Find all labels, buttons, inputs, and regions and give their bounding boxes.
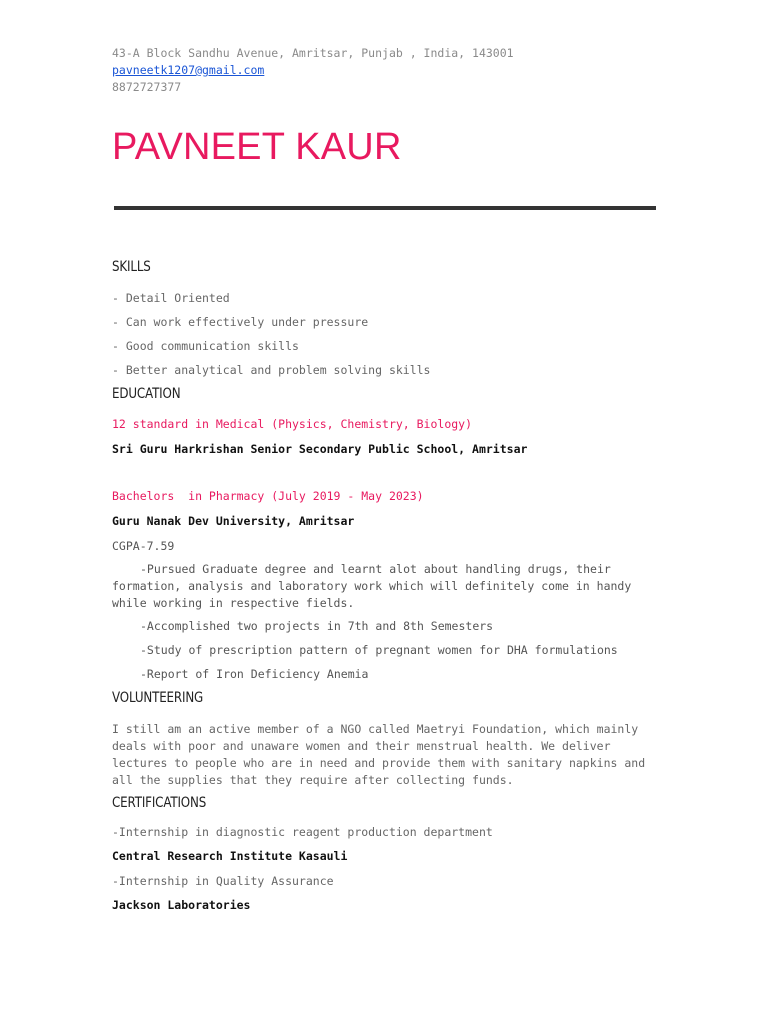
- education-degree: Bachelors in Pharmacy (July 2019 - May 2023): [112, 489, 424, 503]
- skill-item: - Can work effectively under pressure: [112, 315, 369, 329]
- certification-title: -Internship in Quality Assurance: [112, 874, 334, 888]
- contact-phone: 8872727377: [112, 80, 182, 94]
- volunteering-heading: VOLUNTEERING: [112, 690, 204, 706]
- skills-heading: SKILLS: [112, 259, 151, 275]
- candidate-name: PAVNEET KAUR: [112, 126, 402, 168]
- education-achievement: -Accomplished two projects in 7th and 8th Semesters: [140, 619, 494, 633]
- education-institution: Guru Nanak Dev University, Amritsar: [112, 514, 355, 528]
- volunteering-description: I still am an active member of a NGO called Maetryi Foundation, which mainly deals with poor and unaware women and their menstrual health. We deliver lectures to people who are in need and provide them with sanitary napkins and all the supplies that they require after collecting funds.: [112, 722, 646, 787]
- contact-email-link[interactable]: pavneetk1207@gmail.com: [112, 63, 265, 77]
- education-heading: EDUCATION: [112, 386, 181, 402]
- contact-address: 43-A Block Sandhu Avenue, Amritsar, Punjab , India, 143001: [112, 46, 514, 60]
- education-degree: 12 standard in Medical (Physics, Chemistry, Biology): [112, 417, 473, 431]
- skill-item: - Better analytical and problem solving skills: [112, 363, 431, 377]
- certification-title: -Internship in diagnostic reagent production department: [112, 825, 493, 839]
- education-achievement: -Report of Iron Deficiency Anemia: [140, 667, 369, 681]
- certifications-heading: CERTIFICATIONS: [112, 795, 207, 811]
- certification-organization: Central Research Institute Kasauli: [112, 849, 348, 863]
- education-cgpa: CGPA-7.59: [112, 539, 175, 553]
- education-achievement: -Study of prescription pattern of pregnant women for DHA formulations: [140, 643, 618, 657]
- skill-item: - Detail Oriented: [112, 291, 230, 305]
- education-description: -Pursued Graduate degree and learnt alot about handling drugs, their formation, analysis and laboratory work which will definitely come in handy while working in respective fields.: [112, 562, 632, 610]
- skill-item: - Good communication skills: [112, 339, 299, 353]
- education-institution: Sri Guru Harkrishan Senior Secondary Public School, Amritsar: [112, 442, 528, 456]
- name-divider: [114, 206, 656, 210]
- contact-email-line: [112, 62, 264, 78]
- certification-organization: Jackson Laboratories: [112, 898, 251, 912]
